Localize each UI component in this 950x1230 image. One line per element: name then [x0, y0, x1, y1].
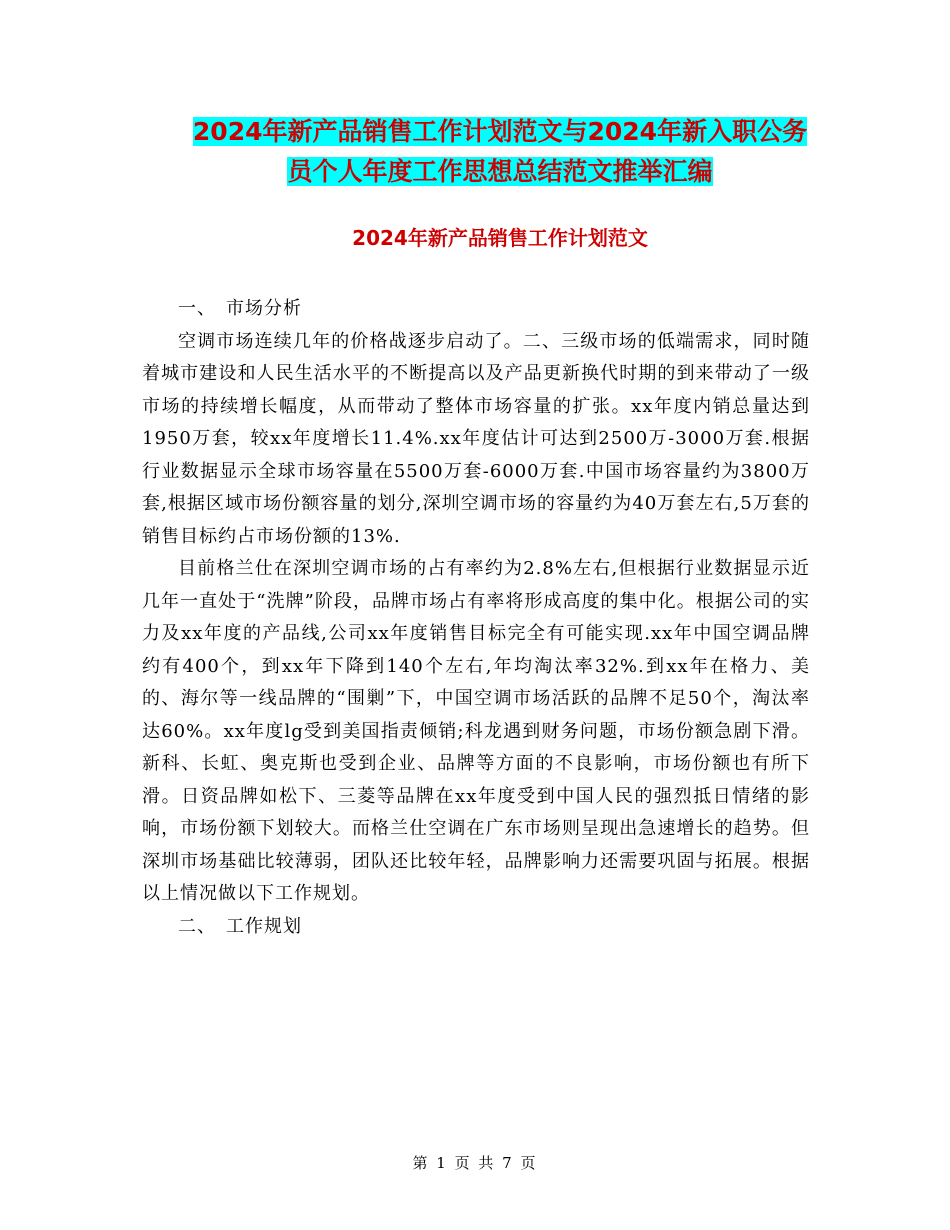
heading-market-analysis: 一、 市场分析	[178, 298, 302, 319]
paragraph-market-share: 目前格兰仕在深圳空调市场的占有率约为2.8%左右,但根据行业数据显示近几年一直处于“洗牌”阶段，品牌市场占有率将形成高度的集中化。根据公司的实力及xx年度的产品线,公司xx年度销售目标完全有可能实现.xx年中国空调品牌约有400个，到xx年下降到140个左右,年均淘汰率32%.到xx年在格力、美的、海尔等一线品牌的“围剿”下，中国空调市场活跃的品牌不足50个，淘汰率达60%。xx年度lg受到美国指责倾销;科龙遇到财务问题，市场份额急剧下滑。新科、长虹、奥克斯也受到企业、品牌等方面的不良影响，市场份额也有所下滑。日资品牌如松下、三菱等品牌在xx年度受到中国人民的强烈抵日情绪的影响，市场份额下划较大。而格兰仕空调在广东市场则呈现出急速增长的趋势。但深圳市场基础比较薄弱，团队还比较年轻，品牌影响力还需要巩固与拓展。根据以上情况做以下工作规划。	[142, 558, 810, 904]
paragraph-market-capacity: 空调市场连续几年的价格战逐步启动了。二、三级市场的低端需求，同时随着城市建设和人民生活水平的不断提高以及产品更新换代时期的到来带动了一级市场的持续增长幅度，从而带动了整体市场容量的扩张。xx年度内销总量达到1950万套，较xx年度增长11.4%.xx年度估计可达到2500万-3000万套.根据行业数据显示全球市场容量在5500万套-6000万套.中国市场容量约为3800万套,根据区域市场份额容量的划分,深圳空调市场的容量约为40万套左右,5万套的销售目标约占市场份额的13%.	[142, 330, 810, 547]
document-title-line-2: 员个人年度工作思想总结范文推举汇编	[287, 157, 713, 186]
document-body	[142, 293, 810, 943]
page-footer: 第 1 页 共 7 页	[412, 1154, 538, 1172]
document-title	[140, 112, 860, 192]
heading-work-plan: 二、 工作规划	[178, 915, 302, 937]
document-title-line-1: 2024年新产品销售工作计划范文与2024年新入职公务	[192, 117, 808, 146]
section-title: 2024年新产品销售工作计划范文	[352, 226, 648, 250]
